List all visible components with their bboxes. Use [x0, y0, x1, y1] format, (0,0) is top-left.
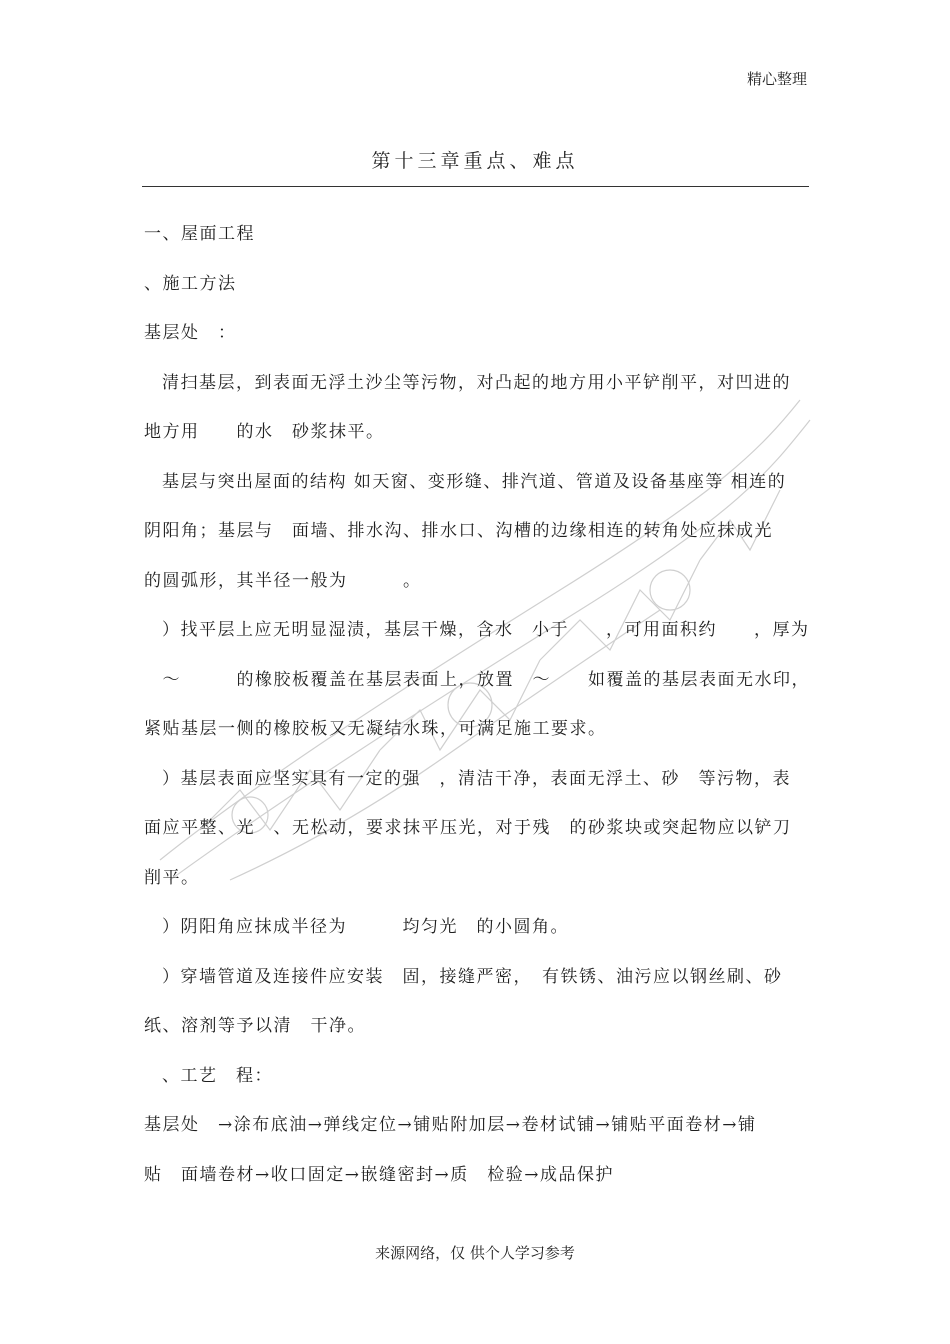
body-line: ～ 的橡胶板覆盖在基层表面上，放置 ～ 如覆盖的基层表面无水印，: [144, 669, 810, 690]
document-body: [144, 220, 810, 1210]
body-line: 阴阳角；基层与 面墙、排水沟、排水口、沟槽的边缘相连的转角处应抹成光: [144, 521, 773, 541]
header-label: 精心整理: [746, 70, 807, 88]
body-line: ）阴阳角应抹成半径为 均匀光 的小圆角。: [162, 917, 569, 937]
body-line: 削平。: [144, 867, 200, 888]
body-line: 基层处 ：: [144, 323, 237, 343]
body-line: 面应平整、光 、无松动，要求抹平压光，对于残 的砂浆块或突起物应以铲刀: [144, 818, 792, 838]
body-line: 地方用 的水 砂浆抹平。: [144, 422, 385, 442]
subsection-heading: 、工艺 程：: [162, 1065, 273, 1086]
body-line: 清扫基层，到表面无浮土沙尘等污物，对凸起的地方用小平铲削平，对凹进的: [162, 372, 791, 393]
subsection-heading: 、施工方法: [144, 273, 237, 294]
body-line: 基层与突出屋面的结构 如天窗、变形缝、排汽道、管道及设备基座等 相连的: [162, 471, 787, 492]
body-line: 紧贴基层一侧的橡胶板又无凝结水珠，可满足施工要求。: [144, 719, 607, 739]
title-divider: [142, 186, 809, 187]
body-line: 基层处 →涂布底油→弹线定位→铺贴附加层→卷材试铺→铺贴平面卷材→铺: [144, 1115, 757, 1135]
body-line: ）基层表面应坚实具有一定的强 ，清洁干净，表面无浮土、砂 等污物，表: [162, 768, 791, 789]
section-heading: 一、屋面工程: [144, 224, 255, 244]
body-line: 贴 面墙卷材→收口固定→嵌缝密封→质 检验→成品保护: [144, 1164, 614, 1185]
footer-note: 来源网络，仅 供个人学习参考: [375, 1244, 575, 1262]
body-line: 的圆弧形，其半径一般为 。: [144, 570, 422, 591]
body-line: ）找平层上应无明显湿渍，基层干燥，含水 小于 ，可用面积约 ，厚为: [162, 620, 810, 640]
page-title: 第十三章重点、难点: [371, 150, 579, 172]
body-line: ）穿墙管道及连接件应安装 固，接缝严密， 有铁锈、油污应以钢丝刷、砂: [162, 966, 783, 987]
body-line: 纸、溶剂等予以清 干净。: [144, 1016, 366, 1036]
